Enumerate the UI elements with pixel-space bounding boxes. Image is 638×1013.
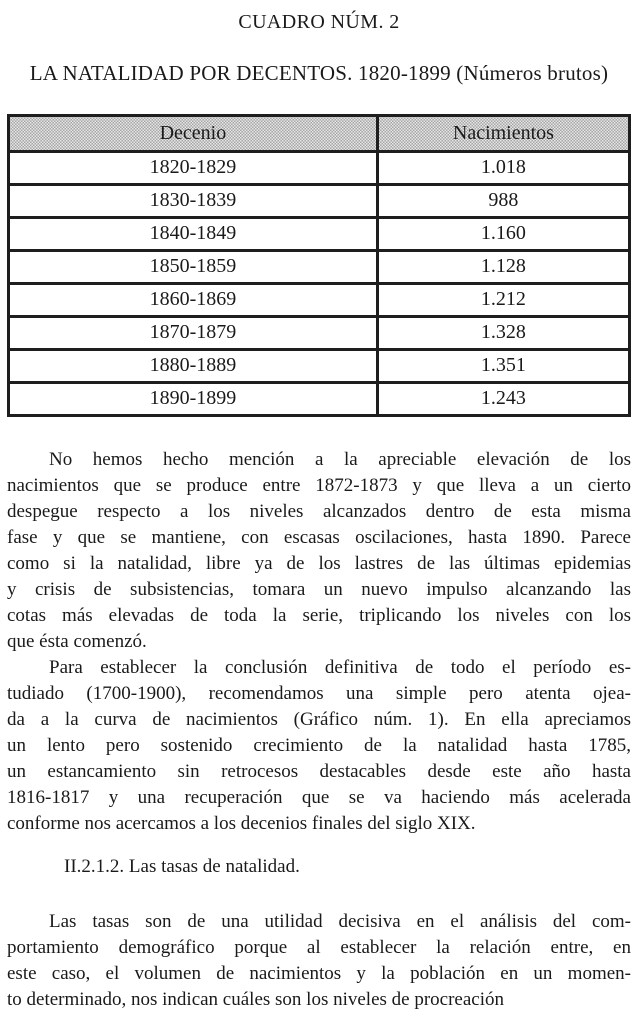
text-line: Las tasas son de una utilidad decisiva en el análisis del com- xyxy=(49,911,631,932)
nacimientos-cell: 988 xyxy=(377,185,629,218)
decenio-cell: 1820-1829 xyxy=(9,152,378,185)
text-line: Para establecer la conclusión definitiva de todo el período es- xyxy=(49,657,631,678)
text-line: conforme nos acercamos a los decenios finales del siglo XIX. xyxy=(7,813,476,834)
text-line: como si la natalidad, libre ya de los lastres de las últimas epidemias xyxy=(7,553,631,574)
column-header-decenio: Decenio xyxy=(9,116,378,152)
decenio-cell: 1880-1889 xyxy=(9,350,378,383)
decenio-cell: 1870-1879 xyxy=(9,317,378,350)
section-heading: II.2.1.2. Las tasas de natalidad. xyxy=(64,856,300,877)
text-line: cotas más elevadas de toda la serie, triplicando los niveles con los xyxy=(7,605,631,626)
body-text-block xyxy=(7,909,631,1013)
body-text-block xyxy=(7,447,631,837)
text-line: despegue respecto a los niveles alcanzados dentro de esta misma xyxy=(7,501,631,522)
nacimientos-cell: 1.160 xyxy=(377,218,629,251)
text-line: fase y que se mantiene, con escasas oscilaciones, hasta 1890. Parece xyxy=(7,527,631,548)
decenio-cell: 1860-1869 xyxy=(9,284,378,317)
text-line: portamiento demográfico porque al establecer la relación entre, en xyxy=(7,937,631,958)
text-line: No hemos hecho mención a la apreciable elevación de los xyxy=(49,449,631,470)
table-subtitle: LA NATALIDAD POR DECENTOS. 1820-1899 (Números brutos) xyxy=(29,61,609,85)
text-line: un lento pero sostenido crecimiento de la natalidad hasta 1785, xyxy=(7,735,631,756)
table-row xyxy=(9,317,630,350)
natality-by-decade-table xyxy=(7,114,631,417)
decenio-cell: 1890-1899 xyxy=(9,383,378,416)
text-line: que ésta comenzó. xyxy=(7,631,147,652)
text-line: da a la curva de nacimientos (Gráfico núm. 1). En ella apreciamos xyxy=(7,709,631,730)
table-row xyxy=(9,383,630,416)
text-line: 1816-1817 y una recuperación que se va haciendo más acelerada xyxy=(7,787,631,808)
text-line: nacimientos que se produce entre 1872-1873 y que lleva a un cierto xyxy=(7,475,631,496)
decenio-cell: 1830-1839 xyxy=(9,185,378,218)
table-row xyxy=(9,284,630,317)
table-row xyxy=(9,251,630,284)
paragraph xyxy=(7,909,631,1013)
nacimientos-cell: 1.243 xyxy=(377,383,629,416)
decenio-cell: 1850-1859 xyxy=(9,251,378,284)
text-line: un estancamiento sin retrocesos destacables desde este año hasta xyxy=(7,761,631,782)
text-line: y crisis de subsistencias, tomara un nuevo impulso alcanzando las xyxy=(7,579,631,600)
text-line: tudiado (1700-1900), recomendamos una simple pero atenta ojea- xyxy=(7,683,631,704)
table-header-row xyxy=(9,116,630,152)
table-row xyxy=(9,350,630,383)
table-caption: CUADRO NÚM. 2 xyxy=(238,11,400,33)
nacimientos-cell: 1.328 xyxy=(377,317,629,350)
decenio-cell: 1840-1849 xyxy=(9,218,378,251)
nacimientos-cell: 1.212 xyxy=(377,284,629,317)
text-line: este caso, el volumen de nacimientos y la población en un momen- xyxy=(7,963,631,984)
table-row xyxy=(9,218,630,251)
paragraph xyxy=(7,655,631,837)
paragraph xyxy=(7,447,631,655)
table-row xyxy=(9,152,630,185)
text-line: to determinado, nos indican cuáles son los niveles de procreación xyxy=(7,989,505,1010)
nacimientos-cell: 1.351 xyxy=(377,350,629,383)
nacimientos-cell: 1.018 xyxy=(377,152,629,185)
column-header-nacimientos: Nacimientos xyxy=(377,116,629,152)
table-row xyxy=(9,185,630,218)
nacimientos-cell: 1.128 xyxy=(377,251,629,284)
